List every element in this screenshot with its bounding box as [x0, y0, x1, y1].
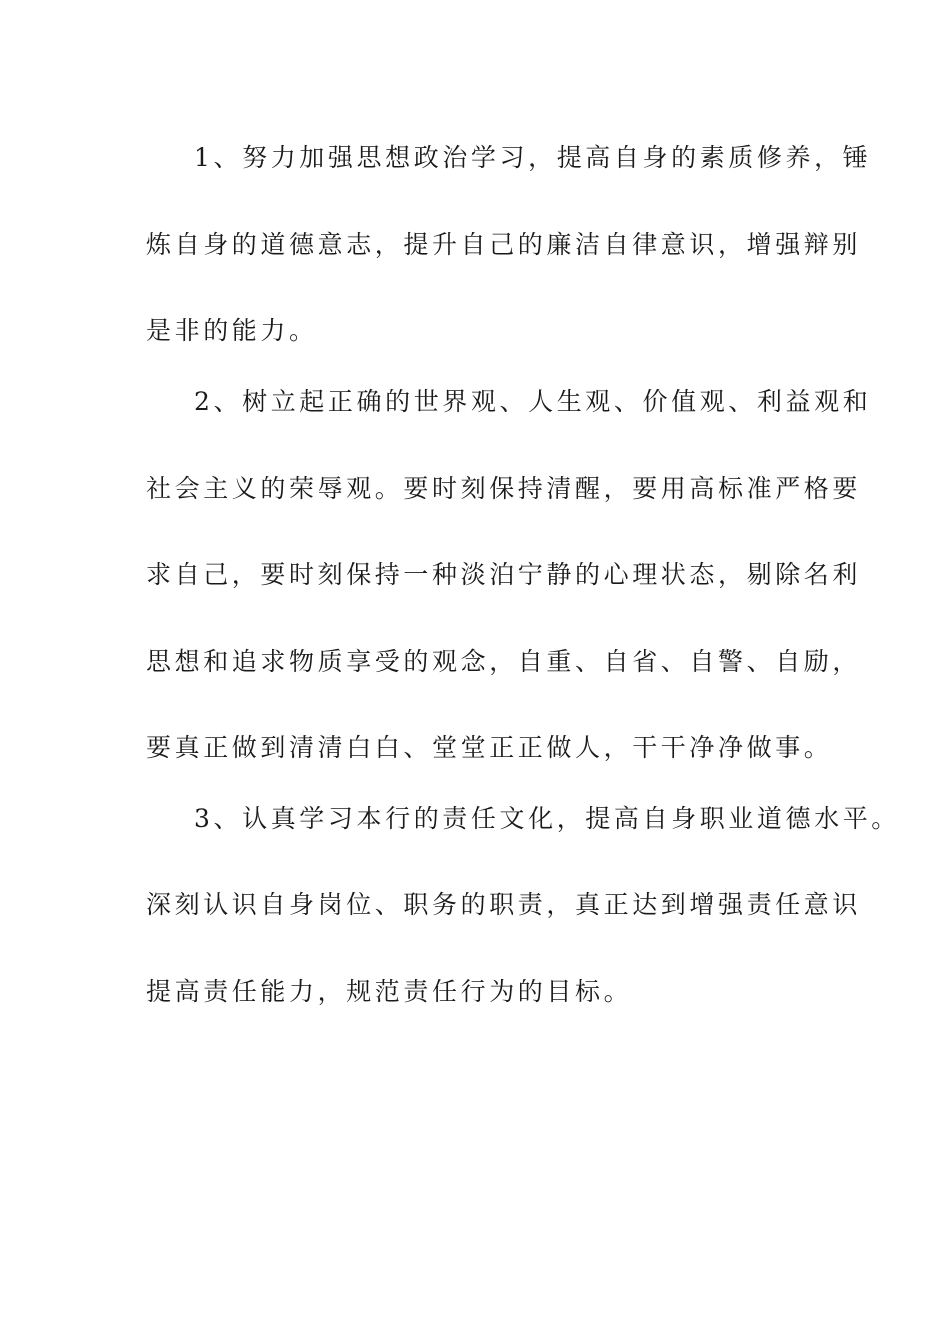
paragraph-line: 提高责任能力，规范责任行为的目标。: [146, 977, 633, 1006]
paragraph-line: 2、树立起正确的世界观、人生观、价值观、利益观和: [194, 387, 872, 416]
paragraph-line: 社会主义的荣辱观。要时刻保持清醒，要用高标准严格要: [146, 474, 862, 503]
paragraph-line: 深刻认识自身岗位、职务的职责，真正达到增强责任意识: [146, 890, 862, 919]
paragraph-line: 3、认真学习本行的责任文化，提高自身职业道德水平。: [194, 804, 900, 833]
paragraph-line: 求自己，要时刻保持一种淡泊宁静的心理状态，剔除名利: [146, 560, 862, 589]
paragraph-line: 要真正做到清清白白、堂堂正正做人，干干净净做事。: [146, 733, 833, 762]
paragraph-line: 炼自身的道德意志，提升自己的廉洁自律意识，增强辩别: [146, 230, 862, 259]
paragraph-line: 思想和追求物质享受的观念，自重、自省、自警、自励，: [146, 647, 862, 676]
paragraph-line: 是非的能力。: [146, 316, 318, 345]
paragraph-line: 1、努力加强思想政治学习，提高自身的素质修养，锤: [194, 143, 872, 172]
